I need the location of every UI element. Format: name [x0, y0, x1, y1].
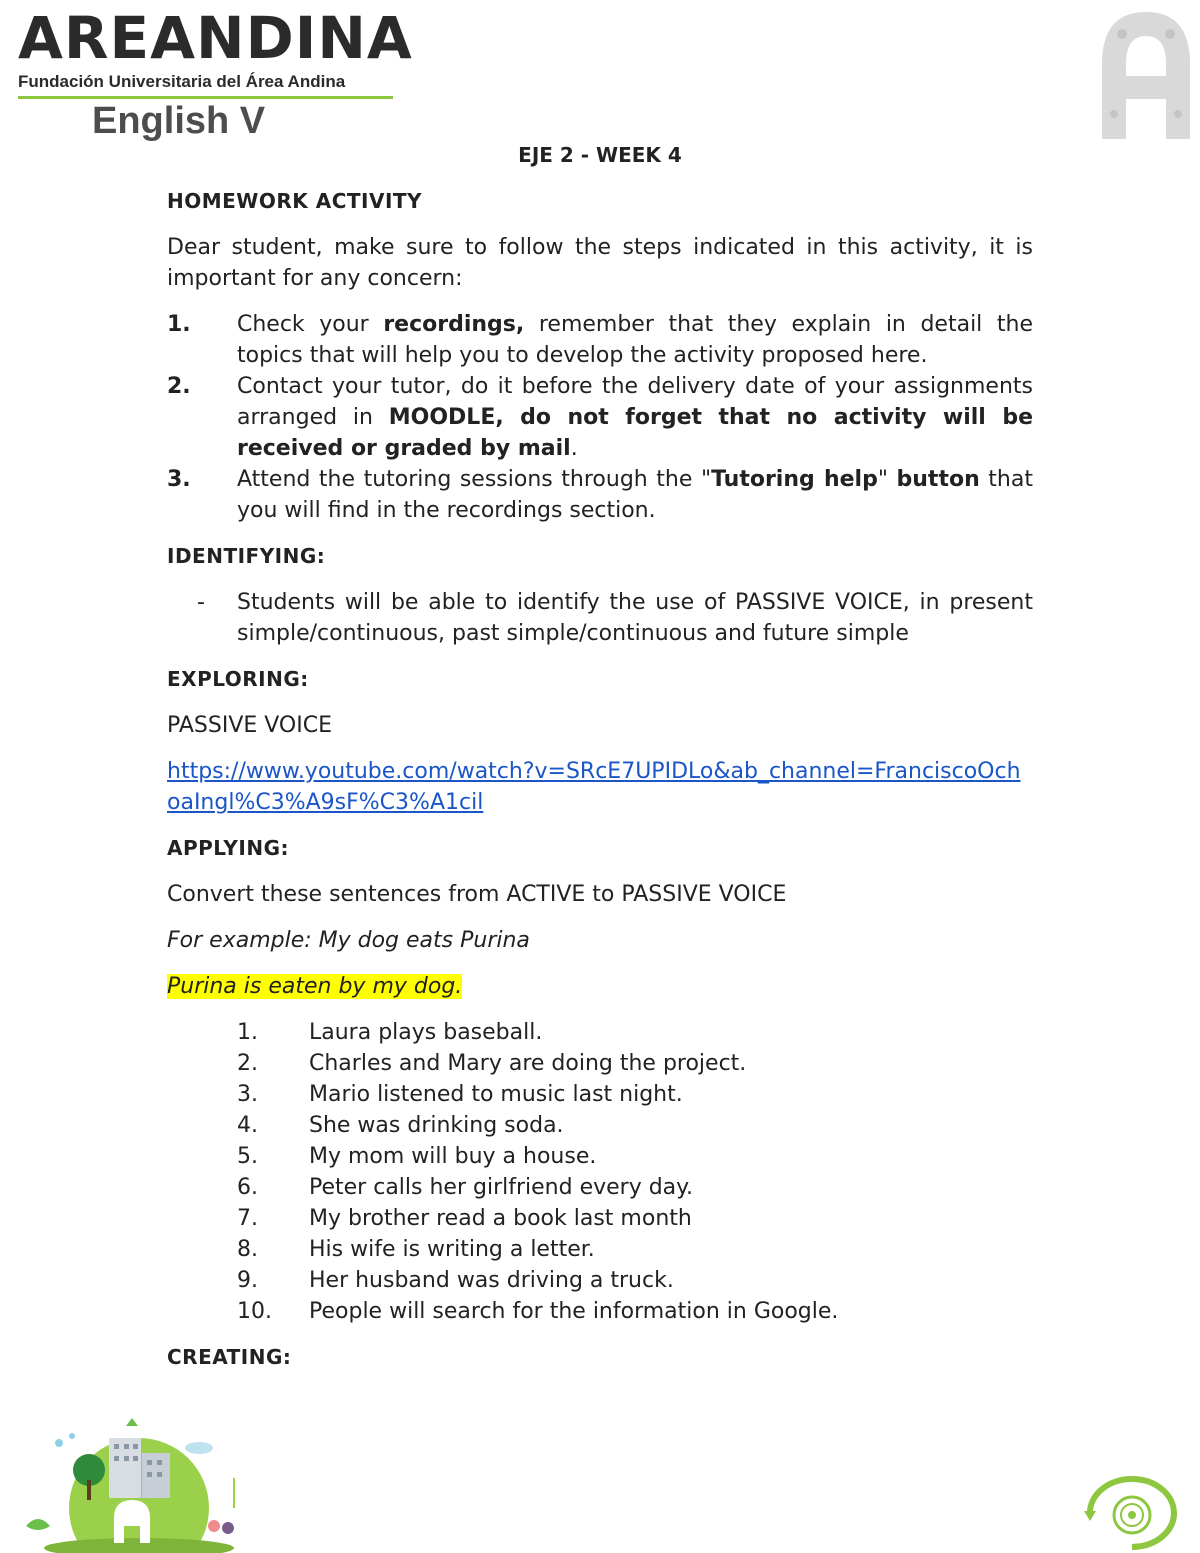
step-text-bold: button [896, 467, 980, 492]
step-text-part: Check your [237, 312, 384, 337]
step-text-part: remember that they explain in detail the topics that will help you to develop the activity proposed here. [237, 312, 1033, 368]
step-item [167, 464, 1033, 526]
steps-list [167, 309, 1033, 526]
logo-wordmark: AREANDINA [18, 4, 413, 72]
step-text [237, 371, 1033, 464]
youtube-link[interactable]: https://www.youtube.com/watch?v=SRcE7UPIDLo&ab_channel=FranciscoOchoaIngl%C3%A9sF%C3%A1cil [167, 759, 1021, 815]
exploring-heading: EXPLORING: [167, 667, 309, 691]
areandina-emblem-icon [1092, 4, 1200, 142]
course-title: English V [92, 100, 266, 142]
sentence-text: People will search for the information in Google. [309, 1299, 839, 1324]
list-item [237, 1017, 1033, 1048]
step-text-bold: Tutoring help [711, 467, 878, 492]
step-text-bold: recordings, [383, 312, 525, 337]
sentence-number: 4. [237, 1113, 258, 1138]
exploring-topic: PASSIVE VOICE [167, 713, 332, 738]
sentence-number: 7. [237, 1206, 258, 1231]
sentence-number: 1. [237, 1020, 258, 1045]
sentence-number: 5. [237, 1144, 258, 1169]
sentence-text: Mario listened to music last night. [309, 1082, 683, 1107]
applying-instruction: Convert these sentences from ACTIVE to PASSIVE VOICE [167, 882, 787, 907]
list-item [237, 1079, 1033, 1110]
applying-heading: APPLYING: [167, 836, 289, 860]
list-item [237, 1172, 1033, 1203]
list-item [237, 1048, 1033, 1079]
logo-subtitle: Fundación Universitaria del Área Andina [18, 72, 346, 91]
sentence-number: 9. [237, 1268, 258, 1293]
sentence-text: My mom will buy a house. [309, 1144, 597, 1169]
step-text-part: . [570, 436, 578, 461]
creating-heading: CREATING: [167, 1345, 292, 1369]
step-number: 1. [167, 312, 191, 337]
dash-bullet: - [197, 590, 205, 615]
list-item [237, 1203, 1033, 1234]
sentence-text: Laura plays baseball. [309, 1020, 543, 1045]
list-item [237, 1110, 1033, 1141]
list-item [237, 1296, 1033, 1327]
step-item [167, 309, 1033, 371]
page-title: EJE 2 - WEEK 4 [518, 143, 682, 167]
list-item [237, 1141, 1033, 1172]
intro-paragraph: Dear student, make sure to follow the steps indicated in this activity, it is important for any concern: [167, 235, 1033, 291]
step-number: 3. [167, 467, 191, 492]
sentence-number: 6. [237, 1175, 258, 1200]
homework-heading: HOMEWORK ACTIVITY [167, 189, 423, 213]
sentences-list [237, 1017, 1033, 1327]
green-seal-icon [1070, 1475, 1194, 1551]
sentence-text: Her husband was driving a truck. [309, 1268, 674, 1293]
identifying-text: Students will be able to identify the use of PASSIVE VOICE, in present simple/continuous, past simple/continuous and future simple [237, 590, 1033, 646]
step-text [237, 464, 1033, 526]
step-text-part: that you will find in the recordings section. [237, 467, 1033, 523]
step-item [167, 371, 1033, 464]
sentence-text: My brother read a book last month [309, 1206, 692, 1231]
list-item [237, 1265, 1033, 1296]
sentence-text: His wife is writing a letter. [309, 1237, 595, 1262]
step-text-bold: MOODLE, do not forget that no activity will be received or graded by mail [237, 405, 1033, 461]
document-body [167, 140, 1033, 1373]
areandina-logo [18, 4, 413, 99]
step-number: 2. [167, 374, 191, 399]
sentence-number: 10. [237, 1299, 272, 1324]
step-text [237, 309, 1033, 371]
sentence-number: 8. [237, 1237, 258, 1262]
step-text-part: Contact your tutor, do it before the delivery date of your assignments arranged in [237, 374, 1033, 430]
list-item [237, 1234, 1033, 1265]
sentence-number: 2. [237, 1051, 258, 1076]
step-text-part: Attend the tutoring sessions through the " [237, 467, 712, 492]
sentence-number: 3. [237, 1082, 258, 1107]
sentence-text: Peter calls her girlfriend every day. [309, 1175, 694, 1200]
identifying-item [197, 587, 1033, 649]
sentence-text: She was drinking soda. [309, 1113, 564, 1138]
example-passive-highlight: Purina is eaten by my dog. [167, 974, 463, 999]
sentence-text: Charles and Mary are doing the project. [309, 1051, 747, 1076]
step-text-part: " [877, 467, 897, 492]
example-active: For example: My dog eats Purina [167, 928, 530, 953]
logo-underline [18, 96, 393, 99]
sustainability-illustration-icon [14, 1408, 249, 1553]
identifying-heading: IDENTIFYING: [167, 544, 326, 568]
